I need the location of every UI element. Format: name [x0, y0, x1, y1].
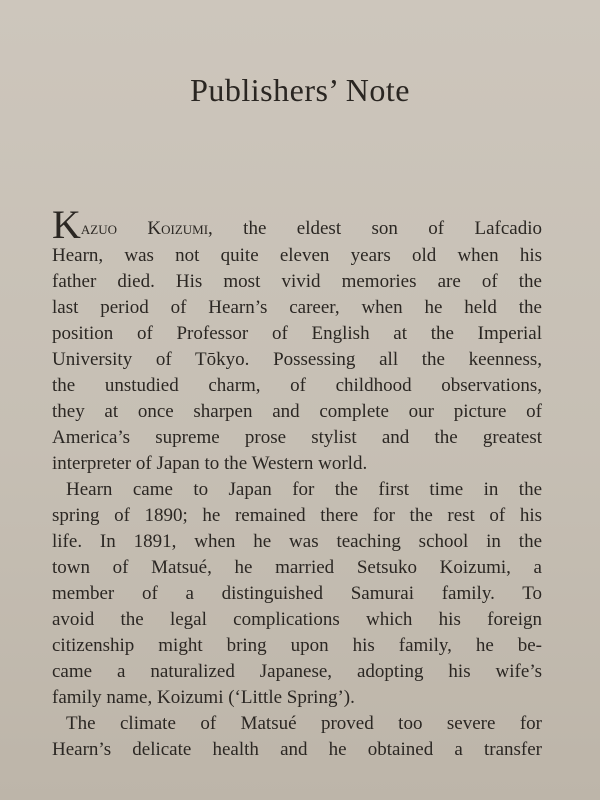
- drop-cap: K: [52, 202, 81, 247]
- page-title: Publishers’ Note: [190, 72, 410, 108]
- paragraph-2-line-5: member of a distinguished Samurai family. To: [52, 583, 542, 604]
- paragraph-1-line-6: University of Tōkyo. Possessing all the keenness,: [52, 349, 542, 370]
- paragraph-1-line-8: they at once sharpen and complete our picture of: [52, 401, 542, 422]
- paragraph-1-line-10: interpreter of Japan to the Western world.: [52, 453, 368, 474]
- paragraph-2-line-3: life. In 1891, when he was teaching school in the: [52, 531, 542, 552]
- paragraph-3-line-1: The climate of Matsué proved too severe for: [66, 713, 542, 734]
- paragraph-1-line-3: father died. His most vivid memories are of the: [52, 271, 542, 292]
- paragraph-1-line-9: America’s supreme prose stylist and the greatest: [52, 427, 542, 448]
- paragraph-1-line-1-text: , the eldest son of Lafcadio: [208, 218, 542, 239]
- paragraph-2-line-9: family name, Koizumi (‘Little Spring’).: [52, 687, 355, 708]
- paragraph-1-line-7: the unstudied charm, of childhood observations,: [52, 375, 542, 396]
- paragraph-1-line-2: Hearn, was not quite eleven years old when his: [52, 245, 542, 266]
- paragraph-2-line-1: Hearn came to Japan for the first time in the: [66, 479, 542, 500]
- body-text: [52, 202, 542, 763]
- paragraph-2-line-4: town of Matsué, he married Setsuko Koizumi, a: [52, 557, 542, 578]
- author-name-smallcaps: azuo Koizumi: [80, 218, 209, 239]
- paragraph-2-line-8: came a naturalized Japanese, adopting his wife’s: [52, 661, 542, 682]
- paragraph-3-line-2: Hearn’s delicate health and he obtained a transfer: [52, 739, 542, 760]
- paragraph-1-line-4: last period of Hearn’s career, when he held the: [52, 297, 542, 318]
- paragraph-1-line-5: position of Professor of English at the Imperial: [52, 323, 542, 344]
- paragraph-1-line-1: [52, 202, 542, 247]
- paragraph-2-line-6: avoid the legal complications which his foreign: [52, 609, 542, 630]
- paragraph-2-line-2: spring of 1890; he remained there for the rest of his: [52, 505, 542, 526]
- paragraph-2-line-7: citizenship might bring upon his family, he be-: [52, 635, 542, 656]
